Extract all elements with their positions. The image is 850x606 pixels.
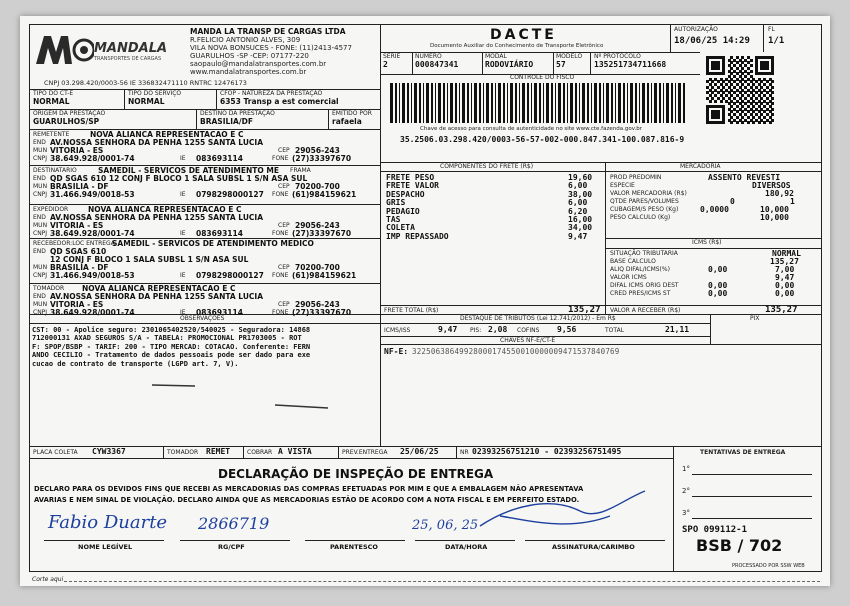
expedidor-cnpj: 38.649.928/0001-74 xyxy=(50,229,135,238)
modelo-label: MODELO xyxy=(556,53,583,60)
obs-line: cucao de contrato de transporte (LGPD art. 7, V). xyxy=(32,359,239,368)
receber-label: VALOR A RECEBER (R$) xyxy=(610,307,681,314)
company-address2: VILA NOVA BONSUCES - FONE: (11)2413-4577 xyxy=(190,44,352,52)
tentativas-label: TENTATIVAS DE ENTREGA xyxy=(700,449,786,456)
expedidor-label: EXPEDIDOR xyxy=(33,206,69,213)
expedidor-cep: 29056-243 xyxy=(295,221,340,230)
logo-subtext: TRANSPORTES DE CARGAS xyxy=(94,56,162,62)
numero-value: 000847341 xyxy=(415,60,459,69)
obs-line: 712000131 AXAD SEGUROS S/A - TABELA: PROMOCIONAL PR1703005 - ROT xyxy=(32,334,302,343)
remetente-end: AV.NOSSA SENHORA DA PENHA 1255 SANTA LUCIA xyxy=(50,138,264,147)
cubagem-label: CUBAGEM/S PESO (Kg) xyxy=(610,206,679,213)
tomador-end: AV.NOSSA SENHORA DA PENHA 1255 SANTA LUCIA xyxy=(50,292,264,301)
company-address1: R.FELICIO ANTONIO ALVES, 309 xyxy=(190,36,301,44)
qtde-b-value: 1 xyxy=(790,197,795,206)
qtde-a-value: 0 xyxy=(730,197,735,206)
destinatario-ie-label: IE xyxy=(180,191,186,198)
destinatario-name: SAMEDIL - SERVICOS DE ATENDIMENTO ME xyxy=(98,166,279,175)
corte-aqui: Corte aqui xyxy=(32,576,64,583)
destino-value: BRASILIA/DF xyxy=(200,117,253,126)
frete-item-name: FRETE PESO xyxy=(386,173,435,182)
spo-code: SPO 099112-1 xyxy=(682,525,748,535)
expedidor-cep-label: CEP xyxy=(278,222,290,229)
destinatario-end-label: END xyxy=(33,175,46,182)
pis-value: 2,08 xyxy=(488,325,508,334)
recebedor-fone: (61)984159621 xyxy=(292,271,357,280)
cred-label: CRED PRES/ICMS ST xyxy=(610,290,671,297)
expedidor-fone-label: FONE xyxy=(272,230,289,237)
frete-item-name: PEDAGIO xyxy=(386,206,420,216)
coleta-tomador-value: REMET xyxy=(206,447,231,456)
destinatario-end: QD SGAS 610 12 CONJ F BLOCO 1 SALA SUBSL 1 S/N ASA SUL xyxy=(50,174,308,183)
dacte-title: DACTE xyxy=(490,27,557,43)
recebedor-end: QD SGAS 610 xyxy=(50,247,107,256)
declaracao-text1: DECLARO PARA OS DEVIDOS FINS QUE RECEBI AS MERCADORIAS DAS COMPRAS EFETUADAS POR MIM E QUE A EMBALAGEM NÃO APRESENTAVA xyxy=(34,485,584,493)
pix-label: PIX xyxy=(750,315,760,322)
frete-header: COMPONENTES DO FRETE (R$) xyxy=(440,163,534,170)
obs-line: F: SPOP/BSBP - TARIF: 200 - TIPO MERCAD: COTACAO. Conferente: FERN xyxy=(32,342,311,351)
destinatario-ie: 0798298000127 xyxy=(196,190,264,199)
icmsiss-value: 9,47 xyxy=(438,325,458,334)
remetente-cnpj: 38.649.928/0001-74 xyxy=(50,154,135,163)
recebedor-cnpj-label: CNPJ xyxy=(33,272,48,279)
protocolo-label: Nº PROTOCOLO xyxy=(594,53,641,60)
trib-total-label: TOTAL xyxy=(605,327,625,334)
recebedor-mun: BRASILIA - DF xyxy=(50,263,109,272)
frete-item-value: 6,00 xyxy=(568,181,588,191)
rg-label: RG/CPF xyxy=(218,543,245,551)
receber-value: 135,27 xyxy=(765,305,798,315)
remetente-cep: 29056-243 xyxy=(295,146,340,155)
frete-item-value: 19,60 xyxy=(568,173,593,182)
recebedor-cep: 70200-700 xyxy=(295,263,340,272)
tipo-serv-label: TIPO DO SERVIÇO xyxy=(128,90,182,97)
signature-scribble xyxy=(470,486,670,536)
frete-item-value: 9,47 xyxy=(568,231,588,241)
nfe-label: NF-E: xyxy=(384,347,409,356)
difal-label: DIFAL ICMS ORIG DEST xyxy=(610,282,679,289)
emitido-value: rafaela xyxy=(332,117,362,126)
handwritten-rg: 2866719 xyxy=(198,514,270,533)
base-calc-label: BASE CALCULO xyxy=(610,258,656,265)
qtde-label: QTDE PARES/VOLUMES xyxy=(610,198,679,205)
destinatario-cnpj-label: CNPJ xyxy=(33,191,48,198)
origem-value: GUARULHOS/SP xyxy=(33,117,100,126)
remetente-fone: (27)33397670 xyxy=(292,154,352,163)
company-email: saopaulo@mandalatransportes.com.br xyxy=(190,60,327,68)
pis-label: PIS: xyxy=(470,327,482,334)
handwritten-date: 25, 06, 25 xyxy=(412,518,479,533)
frete-item-value: 34,00 xyxy=(568,223,593,233)
remetente-name: NOVA ALIANCA REPRESENTACAO E C xyxy=(90,130,244,139)
aliq-b-value: 7,00 xyxy=(775,265,795,274)
tomador-fone-label: FONE xyxy=(272,309,289,316)
declaracao-title: DECLARAÇÃO DE INSPEÇÃO DE ENTREGA xyxy=(218,467,494,481)
remetente-ie-label: IE xyxy=(180,155,186,162)
destinatario-mun-label: MUN xyxy=(33,183,48,190)
obs-header: OBSERVAÇÕES xyxy=(180,315,225,322)
expedidor-ie-label: IE xyxy=(180,230,186,237)
destinatario-fone: (61)984159621 xyxy=(292,190,357,199)
destinatario-mun: BRASILIA - DF xyxy=(50,182,109,191)
frete-item-value: 6,00 xyxy=(568,198,588,208)
sit-trib-label: SITUAÇÃO TRIBUTARIA xyxy=(610,250,678,257)
peso-value: 10,000 xyxy=(760,213,789,222)
valor-icms-label: VALOR ICMS xyxy=(610,274,647,281)
tomador-cnpj: 38.649.928/0001-74 xyxy=(50,308,135,317)
obs-line: ANDO CECILIO - Tratamento de dados pessoais pode ser dado para exe xyxy=(32,351,311,360)
protocolo-value: 135251734711668 xyxy=(594,60,667,69)
cofins-label: COFINS xyxy=(517,327,540,334)
company-logo xyxy=(34,32,186,68)
dacte-document xyxy=(20,16,830,586)
logo-text: MANDALA xyxy=(94,41,168,56)
declaracao-text2: AVARIAS E NEM SINAL DE VIOLAÇÃO. DECLARO AINDA QUE AS MERCADORIAS ESTÃO DE ACORDO COM A NOTA FISCAL E EM PERFEITO ESTADO. xyxy=(34,496,580,504)
aliq-label: ALIQ DIFAL/ICMS(%) xyxy=(610,266,670,273)
trib-total-value: 21,11 xyxy=(665,325,690,334)
tomador-ie: 083693114 xyxy=(196,308,243,317)
frete-item-value: 16,00 xyxy=(568,215,593,224)
tipo-cte-label: TIPO DO CT-E xyxy=(33,90,74,97)
valor-merc-value: 180,92 xyxy=(765,189,794,198)
tomador-end-label: END xyxy=(33,293,46,300)
cfop-value: 6353 Transp a est comercial xyxy=(220,97,339,106)
destino-label: DESTINO DA PRESTAÇÃO xyxy=(200,110,275,117)
destinatario-cnpj: 31.466.949/0018-53 xyxy=(50,190,135,199)
tentativa-2: 2° xyxy=(682,487,690,495)
recebedor-name: SAMEDIL - SERVICOS DE ATENDIMENTO MEDICO xyxy=(112,239,314,248)
frete-item-name: IMP REPASSADO xyxy=(386,231,449,241)
fl-label: FL xyxy=(768,26,775,33)
expedidor-mun-label: MUN xyxy=(33,222,48,229)
cofins-value: 9,56 xyxy=(557,325,577,334)
cubagem-a-value: 0,0000 xyxy=(700,205,729,214)
data-label: DATA/HORA xyxy=(445,543,488,551)
tomador-label: TOMADOR xyxy=(33,285,65,292)
difal-a-value: 0,00 xyxy=(708,281,728,290)
nr-label: NR xyxy=(460,449,469,456)
fl-value: 1/1 xyxy=(768,36,785,46)
frete-item-value: 6,20 xyxy=(568,206,588,216)
qr-code xyxy=(706,56,774,124)
placa-label: PLACA COLETA xyxy=(33,449,78,456)
emitido-label: EMITIDO POR xyxy=(332,110,372,117)
serie-label: SERIE xyxy=(383,53,401,60)
chaves-label: CHAVES NF-E/CT-E xyxy=(500,337,556,344)
nome-label: NOME LEGÍVEL xyxy=(78,543,133,551)
mandala-logo-icon xyxy=(34,32,94,66)
recebedor-mun-label: MUN xyxy=(33,264,48,271)
tomador-name: NOVA ALIANCA REPRESENTACAO E C xyxy=(82,284,236,293)
remetente-mun-label: MUN xyxy=(33,147,48,154)
frete-item-name: TAS xyxy=(386,215,401,224)
company-address3: GUARULHOS -SP -CEP: 07177-220 xyxy=(190,52,309,60)
frete-item-value: 38,00 xyxy=(568,189,593,199)
sit-trib-value: NORMAL xyxy=(772,249,801,258)
destinatario-extra: FRAMA xyxy=(290,167,311,174)
cobrar-label: COBRAR xyxy=(247,449,273,456)
destinatario-cep: 70200-700 xyxy=(295,182,340,191)
chave-value: 35.2506.03.298.420/0003-56-57-002-000.847.341-100.087.816-9 xyxy=(400,135,685,144)
controle-fisco-label: CONTROLE DO FISCO xyxy=(510,74,575,81)
recebedor-end2: 12 CONJ F BLOCO 1 SALA SUBSL 1 S/N ASA SUL xyxy=(50,255,249,264)
tipo-serv-value: NORMAL xyxy=(128,97,165,106)
prev-entrega-label: PREV.ENTREGA xyxy=(342,449,388,456)
modal-label: MODAL xyxy=(485,53,507,60)
tomador-mun-label: MUN xyxy=(33,301,48,308)
obs-pen-marks xyxy=(150,381,350,411)
tomador-cep: 29056-243 xyxy=(295,300,340,309)
frete-item-name: COLETA xyxy=(386,223,415,233)
peso-label: PESO CALCULO (Kg) xyxy=(610,214,671,221)
valor-merc-label: VALOR MERCADORIA (R$) xyxy=(610,190,687,197)
handwritten-name: Fabio Duarte xyxy=(48,512,168,533)
recebedor-end-label: END xyxy=(33,248,46,255)
expedidor-mun: VITORIA - ES xyxy=(50,221,104,230)
remetente-ie: 083693114 xyxy=(196,154,243,163)
cred-a-value: 0,00 xyxy=(708,289,728,298)
expedidor-fone: (27)33397670 xyxy=(292,229,352,238)
remetente-end-label: END xyxy=(33,139,46,146)
numero-label: NUMERO xyxy=(415,53,442,60)
modal-value: RODOVIÁRIO xyxy=(485,60,534,69)
especie-label: ESPECIE xyxy=(610,182,635,189)
remetente-fone-label: FONE xyxy=(272,155,289,162)
recebedor-cnpj: 31.466.949/0018-53 xyxy=(50,271,135,280)
tentativa-1: 1° xyxy=(682,465,690,473)
tentativa-3: 3° xyxy=(682,509,690,517)
tomador-mun: VITORIA - ES xyxy=(50,300,104,309)
frete-item-name: FRETE VALOR xyxy=(386,181,439,191)
parentesco-label: PARENTESCO xyxy=(330,543,378,551)
base-calc-value: 135,27 xyxy=(770,257,799,266)
expedidor-cnpj-label: CNPJ xyxy=(33,230,48,237)
valor-icms-value: 9,47 xyxy=(775,273,795,282)
frete-item-name: DESPACHO xyxy=(386,189,425,199)
difal-b-value: 0,00 xyxy=(775,281,795,290)
recebedor-label: RECEBEDOR:LOC ENTREGA xyxy=(33,240,115,247)
serie-value: 2 xyxy=(383,60,388,69)
aliq-a-value: 0,00 xyxy=(708,265,728,274)
tipo-cte-value: NORMAL xyxy=(33,97,70,106)
auth-value: 18/06/25 14:29 xyxy=(674,36,750,46)
frete-item-name: GRIS xyxy=(386,198,406,208)
expedidor-end-label: END xyxy=(33,214,46,221)
nfe-value: 32250638649928000174550010000009471537840769 xyxy=(412,347,620,356)
processado-label: PROCESSADO POR SSW WEB xyxy=(732,563,805,569)
mercadoria-header: MERCADORIA xyxy=(680,163,721,170)
prod-value: ASSENTO REVESTI xyxy=(708,173,781,182)
expedidor-name: NOVA ALIANCA REPRESENTACAO E C xyxy=(88,205,242,214)
company-name: MANDA LA TRANSP DE CARGAS LTDA xyxy=(190,27,346,36)
auth-label: AUTORIZAÇÃO xyxy=(674,26,718,33)
expedidor-ie: 083693114 xyxy=(196,229,243,238)
bsb-code: BSB / 702 xyxy=(696,536,783,555)
cred-b-value: 0,00 xyxy=(775,289,795,298)
remetente-label: REMETENTE xyxy=(33,131,70,138)
modelo-value: 57 xyxy=(556,60,566,69)
frete-total-value: 135,27 xyxy=(568,305,601,315)
especie-value: DIVERSOS xyxy=(752,181,791,190)
coleta-tomador-label: TOMADOR xyxy=(167,449,199,456)
remetente-cnpj-label: CNPJ xyxy=(33,155,48,162)
destinatario-cep-label: CEP xyxy=(278,183,290,190)
origem-label: ORIGEM DA PRESTAÇÃO xyxy=(33,110,106,117)
recebedor-fone-label: FONE xyxy=(272,272,289,279)
destinatario-fone-label: FONE xyxy=(272,191,289,198)
remetente-mun: VITORIA - ES xyxy=(50,146,104,155)
tomador-ie-label: IE xyxy=(180,309,186,316)
prod-label: PROD PREDOMIN xyxy=(610,174,662,181)
barcode xyxy=(390,83,690,123)
prev-entrega-value: 25/06/25 xyxy=(400,447,439,456)
frete-total-label: FRETE TOTAL (R$) xyxy=(384,307,439,314)
recebedor-ie-label: IE xyxy=(180,272,186,279)
dacte-subtitle: Documento Auxiliar do Conhecimento de Transporte Eletrônico xyxy=(430,43,604,49)
recebedor-ie: 0798298000127 xyxy=(196,271,264,280)
tributos-header: DESTAQUE DE TRIBUTOS (Lei 12.741/2012) - Em R$ xyxy=(460,315,616,322)
icms-header: ICMS (R$) xyxy=(692,239,722,246)
nr-value: 02393256751210 - 02393256751495 xyxy=(472,447,622,456)
recebedor-cep-label: CEP xyxy=(278,264,290,271)
company-cnpj-line: CNPJ 03.298.420/0003-56 IE 336832471110 RNTRC 12476173 xyxy=(44,79,247,87)
tomador-cnpj-label: CNPJ xyxy=(33,309,48,316)
tomador-cep-label: CEP xyxy=(278,301,290,308)
destinatario-label: DESTINATARIO xyxy=(33,167,77,174)
cobrar-value: A VISTA xyxy=(278,447,312,456)
placa-value: CYW3367 xyxy=(92,447,126,456)
icmsiss-label: ICMS/ISS xyxy=(384,327,411,334)
obs-line: CST: 00 - Apolice seguro: 2301065402520/540025 - Seguradora: 14868 xyxy=(32,326,311,334)
remetente-cep-label: CEP xyxy=(278,147,290,154)
cubagem-b-value: 10,000 xyxy=(760,205,789,214)
tomador-fone: (27)33397670 xyxy=(292,308,352,317)
chave-note: Chave de acesso para consulta de autenticidade no site www.cte.fazenda.gov.br xyxy=(420,126,643,132)
assinatura-label: ASSINATURA/CARIMBO xyxy=(552,543,635,551)
company-site: www.mandalatransportes.com.br xyxy=(190,68,307,76)
expedidor-end: AV.NOSSA SENHORA DA PENHA 1255 SANTA LUCIA xyxy=(50,213,264,222)
cfop-label: CFOP - NATUREZA DA PRESTAÇÃO xyxy=(220,90,323,97)
